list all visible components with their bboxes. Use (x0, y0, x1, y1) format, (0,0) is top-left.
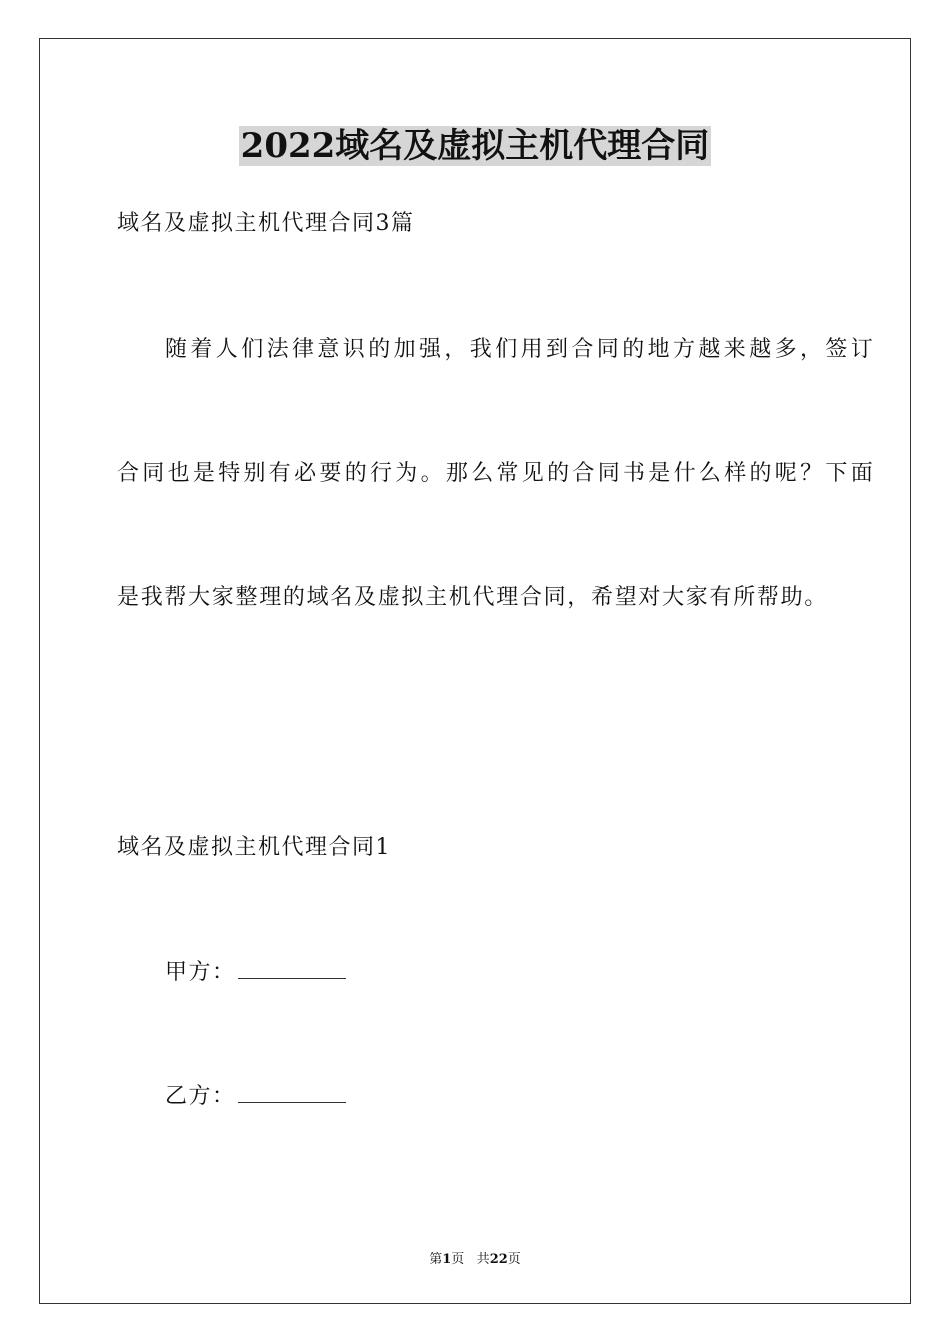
party-b-blank[interactable] (238, 1082, 346, 1103)
page-number: 1 (442, 1252, 452, 1267)
party-a-label: 甲方： (165, 960, 236, 985)
page-prefix: 第 (429, 1252, 443, 1267)
total-suffix: 页 (507, 1252, 521, 1267)
party-b-row (165, 1082, 346, 1111)
intro-line-1: 随着人们法律意识的加强，我们用到合同的地方越来越多，签订 (165, 337, 877, 362)
party-a-blank[interactable] (238, 958, 346, 979)
document-title-wrap (0, 126, 950, 166)
party-a-row (165, 958, 346, 987)
document-title: 2022域名及虚拟主机代理合同 (240, 126, 710, 166)
page-footer (0, 1248, 950, 1267)
page-suffix: 页 (451, 1252, 465, 1267)
total-prefix: 共 (476, 1252, 490, 1267)
intro-line-3: 是我帮大家整理的域名及虚拟主机代理合同，希望对大家有所帮助。 (117, 585, 829, 610)
party-b-label: 乙方： (165, 1084, 236, 1109)
section-heading: 域名及虚拟主机代理合同1 (117, 835, 391, 860)
intro-line-2: 合同也是特别有必要的行为。那么常见的合同书是什么样的呢？下面 (117, 461, 877, 486)
total-pages: 22 (489, 1252, 508, 1267)
document-subtitle: 域名及虚拟主机代理合同3篇 (117, 211, 415, 236)
